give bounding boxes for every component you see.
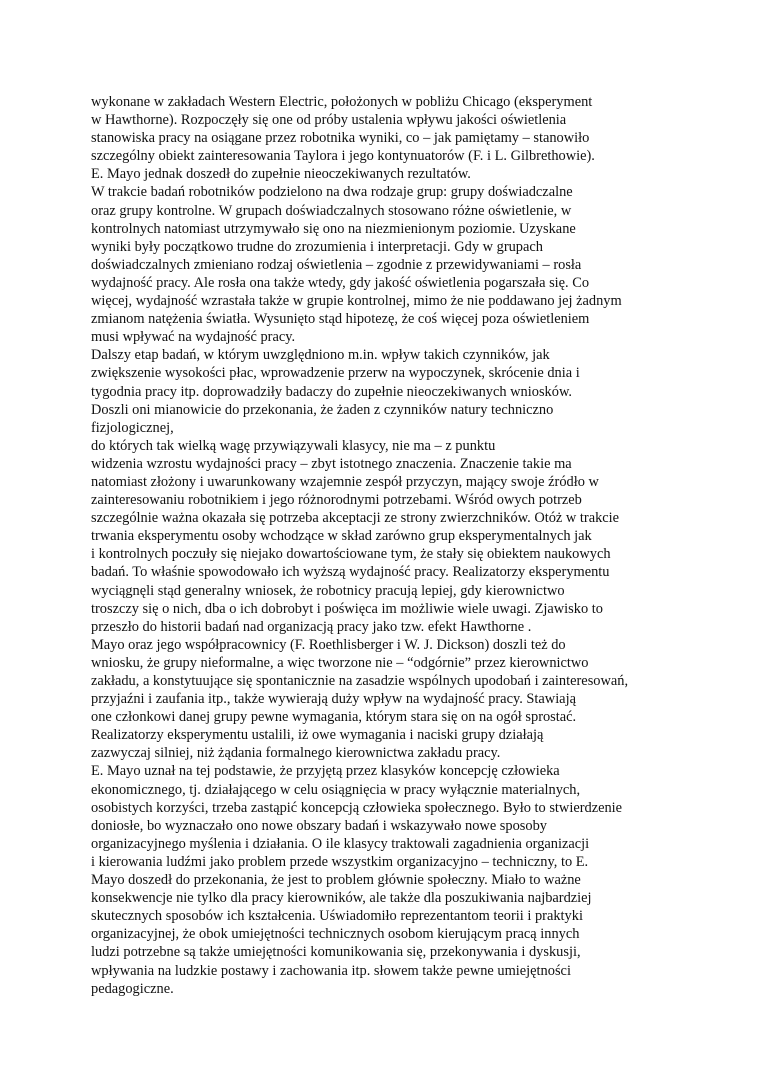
text-line: zwiększenie wysokości płac, wprowadzenie przerw na wypoczynek, skrócenie dnia i: [91, 365, 580, 382]
text-line: Mayo oraz jego współpracownicy (F. Roethlisberger i W. J. Dickson) doszli też do: [91, 636, 566, 653]
text-line: W trakcie badań robotników podzielono na dwa rodzaje grup: grupy doświadczalne: [91, 184, 573, 201]
text-line: osobistych korzyści, trzeba zastąpić koncepcją człowieka społecznego. Było to stwierdzenie: [91, 799, 623, 816]
text-line: badań. To właśnie spowodowało ich wyższą wydajność pracy. Realizatorzy eksperymentu: [91, 564, 610, 581]
text-line: natomiast złożony i uwarunkowany wzajemnie zespół przyczyn, mający swoje źródło w: [91, 473, 599, 490]
text-line: wpływania na ludzkie postawy i zachowania itp. słowem także pewne umiejętności: [91, 962, 571, 979]
text-line: wyniki były początkowo trudne do zrozumienia i interpretacji. Gdy w grupach: [91, 238, 543, 255]
text-line: przeszło do historii badań nad organizacją pracy jako tzw. efekt Hawthorne .: [91, 618, 532, 635]
text-line: widzenia wzrostu wydajności pracy – zbyt istotnego znaczenia. Znaczenie takie ma: [91, 455, 572, 472]
text-line: tygodnia pracy itp. doprowadziły badaczy do zupełnie nieoczekiwanych wniosków.: [91, 383, 572, 400]
text-line: zainteresowaniu robotnikiem i jego różnorodnymi potrzebami. Wśród owych potrzeb: [91, 492, 582, 509]
text-line: stanowiska pracy na osiągane przez robotnika wyniki, co – jak pamiętamy – stanowiło: [91, 130, 590, 147]
text-line: Dalszy etap badań, w którym uwzględniono m.in. wpływ takich czynników, jak: [91, 347, 550, 364]
text-line: szczególnie ważna okazała się potrzeba akceptacji ze strony zwierzchników. Otóż w trakcie: [91, 510, 620, 527]
text-line: trwania eksperymentu osoby wchodzące w skład zarówno grup eksperymentalnych jak: [91, 528, 592, 545]
text-line: troszczy się o nich, dba o ich dobrobyt i poświęca im możliwie wiele uwagi. Zjawisko to: [91, 600, 603, 617]
text-line: wyciągnęli stąd generalny wniosek, że robotnicy pracują lepiej, gdy kierownictwo: [91, 582, 565, 599]
text-line: przyjaźni i zaufania itp., także wywierają duży wpływ na wydajność pracy. Stawiają: [91, 691, 576, 708]
text-line: doświadczalnych zmieniano rodzaj oświetlenia – zgodnie z przewidywaniami – rosła: [91, 256, 582, 273]
text-line: wniosku, że grupy nieformalne, a więc tworzone nie – “odgórnie” przez kierownictwo: [91, 654, 589, 671]
text-line: organizacyjnego myślenia i działania. O ile klasycy traktowali zagadnienia organizacji: [91, 835, 590, 852]
text-line: ludzi potrzebne są także umiejętności komunikowania się, przekonywania i dyskusji,: [91, 944, 581, 961]
text-line: musi wpływać na wydajność pracy.: [91, 329, 296, 346]
text-line: ekonomicznego, tj. działającego w celu osiągnięcia w pracy wyłącznie materialnych,: [91, 781, 581, 798]
text-line: E. Mayo uznał na tej podstawie, że przyjętą przez klasyków koncepcję człowieka: [91, 763, 560, 780]
text-line: wykonane w zakładach Western Electric, położonych w pobliżu Chicago (eksperyment: [91, 94, 593, 110]
text-line: E. Mayo jednak doszedł do zupełnie nieoczekiwanych rezultatów.: [91, 166, 471, 183]
text-line: i kontrolnych poczuły się niejako dowartościowane tym, że stały się obiektem naukowych: [91, 546, 611, 563]
body-text: [91, 93, 691, 998]
text-line: do których tak wielką wagę przywiązywali klasycy, nie ma – z punktu: [91, 437, 496, 454]
text-line: pedagogiczne.: [91, 980, 174, 997]
text-line: szczególny obiekt zainteresowania Taylora i jego kontynuatorów (F. i L. Gilbrethowie).: [91, 148, 595, 165]
text-line: fizjologicznej,: [91, 419, 174, 436]
text-line: konsekwencje nie tylko dla pracy kierowników, ale także dla poszukiwania najbardziej: [91, 890, 592, 907]
text-line: kontrolnych natomiast utrzymywało się ono na niezmienionym poziomie. Uzyskane: [91, 220, 576, 237]
text-line: zazwyczaj silniej, niż żądania formalnego kierownictwa zakładu pracy.: [91, 745, 501, 762]
text-line: skutecznych sposobów ich kształcenia. Uświadomiło reprezentantom teorii i praktyki: [91, 908, 583, 925]
text-line: więcej, wydajność wzrastała także w grupie kontrolnej, mimo że nie poddawano jej żadnym: [91, 293, 622, 310]
text-line: zmianom natężenia światła. Wysunięto stąd hipotezę, że coś więcej poza oświetleniem: [91, 311, 590, 328]
text-line: zakładu, a konstytuujące się spontanicznie na zasadzie wspólnych upodobań i zainteresowań,: [91, 673, 629, 689]
document-page: [91, 93, 691, 998]
text-line: doniosłe, bo wyznaczało ono nowe obszary badań i wskazywało nowe sposoby: [91, 817, 547, 834]
text-line: wydajność pracy. Ale rosła ona także wtedy, gdy jakość oświetlenia pogarszała się. Co: [91, 274, 590, 291]
text-line: Realizatorzy eksperymentu ustalili, iż owe wymagania i naciski grupy działają: [91, 727, 544, 744]
text-line: w Hawthorne). Rozpoczęły się one od próby ustalenia wpływu jakości oświetlenia: [91, 112, 567, 129]
text-line: Mayo doszedł do przekonania, że jest to problem głównie społeczny. Miało to ważne: [91, 872, 581, 889]
text-line: oraz grupy kontrolne. W grupach doświadczalnych stosowano różne oświetlenie, w: [91, 202, 572, 219]
text-line: organizacyjnej, że obok umiejętności technicznych osobom kierującym pracą innych: [91, 926, 580, 943]
text-line: i kierowania ludźmi jako problem przede wszystkim organizacyjno – techniczny, to E.: [91, 853, 589, 870]
text-line: Doszli oni mianowicie do przekonania, że żaden z czynników natury techniczno: [91, 401, 554, 418]
text-line: one członkowi danej grupy pewne wymagania, którym stara się on na ogół sprostać.: [91, 709, 577, 726]
